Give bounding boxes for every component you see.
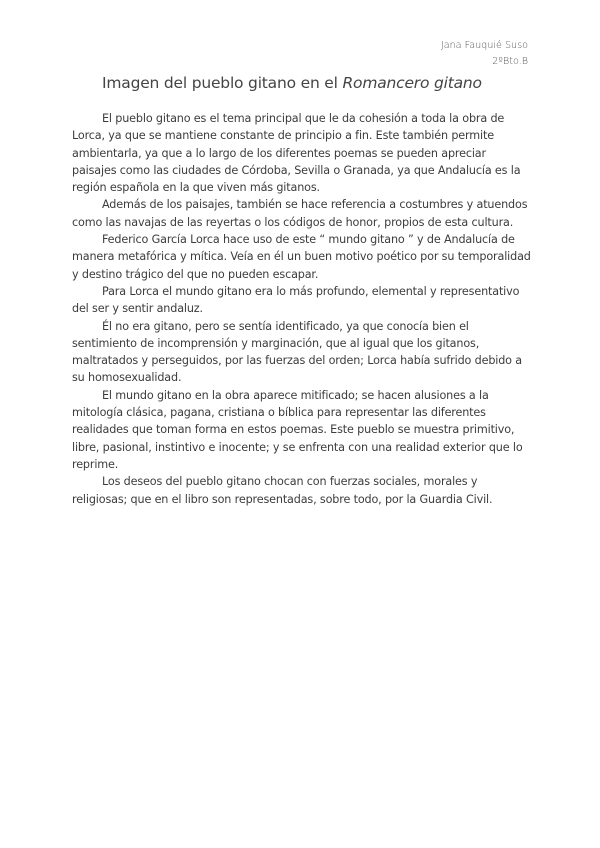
document-body: [72, 110, 532, 508]
paragraph: Para Lorca el mundo gitano era lo más profundo, elemental y representativo del ser y sentir andaluz.: [72, 284, 520, 316]
document-title: [102, 74, 482, 92]
course-label: 2ºBto.B: [492, 56, 528, 67]
paragraph: Los deseos del pueblo gitano chocan con fuerzas sociales, morales y religiosas; que en el libro son representadas, sobre todo, por la Guardia Civil.: [72, 475, 493, 506]
author-name: Jana Fauquié Suso: [440, 40, 528, 51]
paragraph: Él no era gitano, pero se sentía identificado, ya que conocía bien el sentimiento de incomprensión y marginación, que al igual que los gitanos, maltratados y perseguidos, por las fuerzas del orden; Lorca había sufrido debido a su homosexualidad.: [72, 319, 522, 385]
paragraph: El mundo gitano en la obra aparece mitificado; se hacen alusiones a la mitología clásica, pagana, cristiana o bíblica para representar las diferentes realidades que toman forma en estos poemas. Este pueblo se muestra primitivo, libre, pasional, instintivo e inocente; y se enfrenta con una realidad exterior que lo reprime.: [72, 388, 523, 471]
paragraph: Federico García Lorca hace uso de este “ mundo gitano ” y de Andalucía de manera metafórica y mítica. Veía en él un buen motivo poético por su temporalidad y destino trágico del que no pueden escapar.: [72, 233, 531, 281]
title-book-name: Romancero gitano: [342, 74, 482, 92]
paragraph: El pueblo gitano es el tema principal que le da cohesión a toda la obra de Lorca, ya que se mantiene constante de principio a fin. Este también permite ambientarla, ya que a lo largo de los diferentes poemas se pueden apreciar paisajes como las ciudades de Córdoba, Sevilla o Granada, ya que Andalucía es la región española en la que viven más gitanos.: [72, 112, 521, 195]
page-header: [441, 38, 528, 70]
paragraph: Además de los paisajes, también se hace referencia a costumbres y atuendos como las navajas de las reyertas o los códigos de honor, propios de esta cultura.: [72, 198, 528, 229]
title-text: Imagen del pueblo gitano en el: [102, 74, 343, 92]
